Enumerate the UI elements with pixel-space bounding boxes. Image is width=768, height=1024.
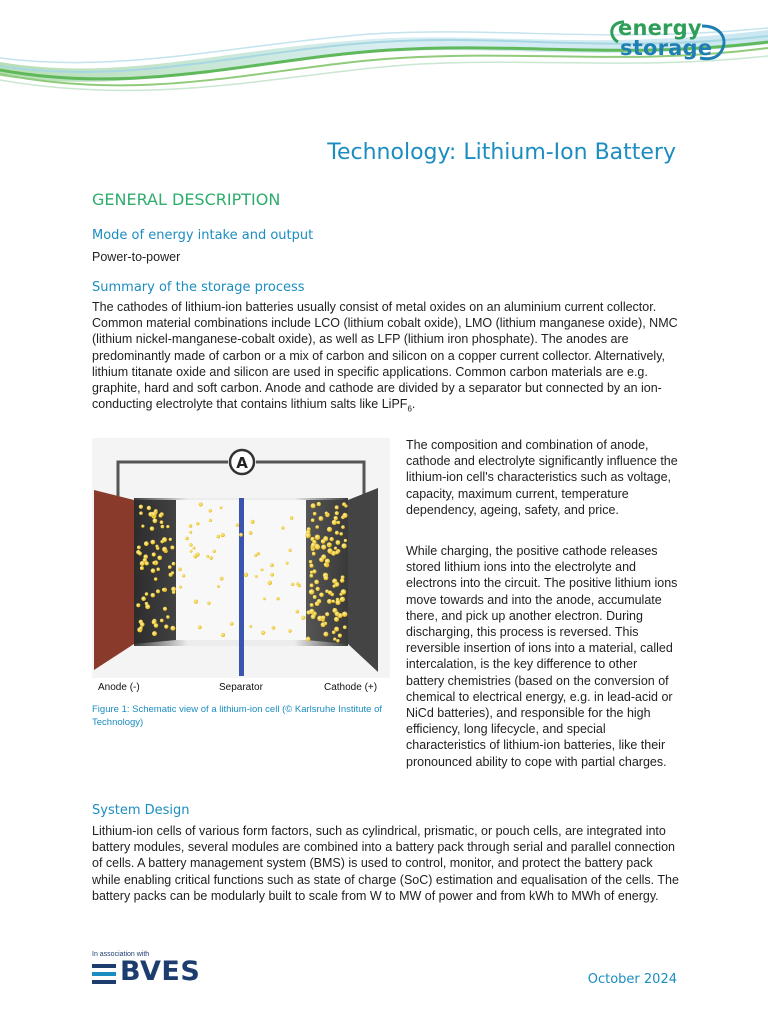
section-heading: GENERAL DESCRIPTION: [92, 190, 281, 209]
ion-dot: [158, 514, 162, 518]
ion-dot: [335, 531, 339, 535]
ion-dot: [217, 585, 220, 588]
ion-dot: [141, 524, 144, 527]
ion-dot: [162, 588, 166, 592]
ion-dot: [156, 589, 160, 593]
ion-dot: [221, 633, 225, 637]
association-text: In association with: [92, 951, 150, 958]
ion-dot: [335, 600, 340, 605]
ion-dot: [332, 579, 337, 584]
ion-dot: [311, 614, 316, 619]
ion-dot: [305, 533, 310, 538]
ion-dot: [270, 563, 274, 567]
ion-dot: [189, 524, 193, 528]
ion-dot: [314, 580, 319, 585]
ion-dot: [151, 512, 156, 517]
ion-dot: [309, 609, 314, 614]
ion-dot: [317, 599, 321, 603]
ion-dot: [334, 547, 337, 550]
ion-dot: [152, 620, 157, 625]
cathode-plate: [348, 488, 378, 672]
ion-dot: [315, 534, 320, 539]
ion-dot: [157, 555, 162, 560]
ion-dot: [163, 607, 167, 611]
ion-dot: [257, 552, 260, 555]
ion-dot: [144, 541, 149, 546]
ion-dot: [151, 568, 156, 573]
ion-dot: [171, 571, 174, 574]
ion-dot: [190, 550, 193, 553]
ion-dot: [313, 512, 317, 516]
ion-dot: [249, 531, 253, 535]
mode-heading: Mode of energy intake and output: [92, 228, 314, 243]
ion-dot: [179, 586, 182, 589]
ion-dot: [193, 547, 196, 550]
bves-logo-text: BVES: [120, 956, 201, 987]
ion-dot: [143, 554, 148, 559]
logo-text-energy: energy: [618, 16, 702, 40]
ion-dot: [164, 624, 168, 628]
ion-dot: [340, 597, 345, 602]
ion-dot: [220, 577, 224, 581]
page-title: Technology: Lithium-Ion Battery: [327, 140, 676, 165]
ion-dot: [155, 545, 158, 548]
ion-dot: [270, 573, 274, 577]
ion-dot: [291, 583, 294, 586]
ion-dot: [138, 551, 142, 555]
ion-dot: [145, 592, 149, 596]
ion-dot: [170, 545, 174, 549]
ion-dot: [309, 564, 313, 568]
ion-dot: [161, 525, 165, 529]
ion-dot: [189, 531, 192, 534]
ion-dot: [216, 535, 220, 539]
ion-dot: [150, 526, 155, 531]
system-design-heading: System Design: [92, 803, 190, 818]
ion-dot: [343, 625, 347, 629]
ion-dot: [338, 634, 342, 638]
ion-dot: [313, 595, 317, 599]
summary-subscript: 6: [407, 404, 412, 414]
ion-dot: [255, 575, 258, 578]
mode-value: Power-to-power: [92, 250, 181, 264]
ion-dot: [169, 538, 172, 541]
ion-dot: [209, 509, 212, 512]
ion-dot: [328, 543, 332, 547]
separator-bar: [239, 498, 244, 676]
ion-dot: [152, 631, 157, 636]
logo-text-storage: storage: [620, 36, 713, 60]
ion-dot: [332, 608, 337, 613]
ion-dot: [239, 533, 243, 537]
ion-dot: [328, 590, 332, 594]
publication-date: October 2024: [587, 972, 677, 987]
ion-dot: [334, 627, 339, 632]
ion-dot: [336, 639, 339, 642]
ion-dot: [309, 589, 315, 595]
ion-dot: [145, 604, 150, 609]
ion-dot: [319, 593, 324, 598]
bves-logo-bars-icon: [92, 962, 116, 986]
ion-dot: [153, 518, 158, 523]
ion-dot: [344, 539, 347, 542]
ion-dot: [325, 612, 329, 616]
ion-dot: [332, 584, 335, 587]
ion-dot: [310, 574, 314, 578]
ion-dot: [154, 577, 157, 580]
ion-dot: [178, 568, 182, 572]
ion-dot: [321, 615, 325, 619]
ion-dot: [309, 560, 312, 563]
ion-dot: [310, 583, 314, 587]
summary-heading: Summary of the storage process: [92, 280, 305, 295]
ion-dot: [140, 622, 145, 627]
ion-dot: [209, 556, 213, 560]
ion-dot: [166, 525, 169, 528]
ion-dot: [249, 625, 252, 628]
ion-dot: [206, 555, 209, 558]
ion-dot: [290, 516, 293, 519]
ion-dot: [317, 502, 321, 506]
ion-dot: [311, 518, 315, 522]
ion-dot: [327, 527, 332, 532]
ion-dot: [136, 603, 140, 607]
composition-paragraph: The composition and combination of anode, cathode and electrolyte significantly influence the lithium-ion cell's characteristics such as voltage, capacity, maximum current, temperature dependency, ageing, safety, and price.: [406, 438, 678, 517]
ion-dot: [321, 622, 326, 627]
ion-dot: [340, 578, 344, 582]
ion-dot: [140, 566, 144, 570]
ion-dot: [152, 561, 156, 565]
ion-dot: [335, 505, 339, 509]
ion-dot: [342, 502, 346, 506]
ion-dot: [220, 506, 223, 509]
ion-dot: [306, 637, 311, 642]
ion-dot: [230, 622, 234, 626]
ion-dot: [319, 557, 324, 562]
ion-dot: [337, 521, 340, 524]
figure-caption: Figure 1: Schematic view of a lithium-ion cell (© Karlsruhe Institute of Technology): [92, 704, 383, 728]
ion-dot: [147, 506, 151, 510]
ion-dot: [288, 629, 291, 632]
anode-plate: [94, 490, 134, 670]
ion-dot: [251, 520, 255, 524]
ion-dot: [335, 511, 339, 515]
ion-dot: [199, 502, 203, 506]
ion-dot: [141, 596, 146, 601]
ion-dot: [254, 554, 257, 557]
figure-label-anode: Anode (-): [98, 682, 140, 693]
ion-dot: [311, 543, 316, 548]
ion-dot: [332, 600, 335, 603]
ion-dot: [311, 503, 316, 508]
lithium-ion-cell-figure: [92, 438, 390, 693]
ion-dot: [336, 540, 341, 545]
ion-dot: [334, 516, 338, 520]
ion-dot: [325, 511, 328, 514]
ion-dot: [160, 520, 164, 524]
ion-dot: [339, 532, 343, 536]
ion-dot: [281, 526, 284, 529]
ion-dot: [209, 519, 212, 522]
ion-dot: [312, 552, 316, 556]
ion-dot: [333, 637, 336, 640]
ion-dot: [194, 600, 198, 604]
ion-dot: [323, 575, 328, 580]
ion-dot: [341, 543, 346, 548]
ion-dot: [160, 619, 164, 623]
system-design-paragraph: Lithium-ion cells of various form factors, such as cylindrical, prismatic, or pouch cells, are integrated into battery modules, several modules are combined into a battery pack through serial and parallel connection of cells. A battery management system (BMS) is used to control, monitor, and protect the battery pack while enabling critical functions such as state of charge (SoC) estimation and equalisation of the cells. The battery packs can be modularly built to scale from W to MW of power and from kWh to MWh of energy.: [92, 824, 679, 903]
ion-dot: [170, 626, 175, 631]
ion-dot: [315, 525, 319, 529]
figure-label-cathode: Cathode (+): [324, 682, 378, 693]
ion-dot: [268, 581, 272, 585]
ion-dot: [198, 625, 202, 629]
ion-dot: [334, 617, 339, 622]
ion-dot: [261, 568, 264, 571]
ion-dot: [341, 589, 347, 595]
ion-dot: [156, 568, 160, 572]
ion-dot: [332, 630, 336, 634]
charging-paragraph: While charging, the positive cathode releases stored lithium ions into the electrolyte and electrons into the circuit. The positive lithium ions move towards and into the anode, accumulate there, and pick up another electron. During discharging, this process is reversed. This reversible insertion of ions into a material, called intercalation, is the key difference to other battery chemistries (based on the conversion of chemical to electrical energy, e.g. in lead-acid or NiCd batteries), and responsible for the high efficiency, long lifecycle, and special characteristics of lithium-ion batteries, like their pronounced ability to cope with partial charges.: [406, 544, 678, 769]
ammeter-label: A: [236, 454, 248, 472]
summary-end: .: [411, 397, 416, 412]
ion-dot: [296, 610, 299, 613]
ion-dot: [316, 587, 320, 591]
ion-dot: [139, 626, 143, 630]
ion-dot: [151, 593, 155, 597]
ion-dot: [166, 615, 169, 618]
ion-dot: [139, 511, 143, 515]
ion-dot: [276, 597, 279, 600]
ion-dot: [312, 569, 316, 573]
ion-dot: [325, 559, 330, 564]
summary-paragraph: [92, 299, 682, 418]
ion-dot: [296, 582, 299, 585]
figure-label-separator: Separator: [219, 682, 263, 693]
ion-dot: [168, 565, 172, 569]
ion-dot: [162, 537, 167, 542]
ion-dot: [263, 597, 266, 600]
ion-dot: [182, 574, 185, 577]
ion-dot: [323, 632, 328, 637]
ion-dot: [321, 545, 326, 550]
ion-dot: [139, 505, 143, 509]
ion-dot: [289, 549, 292, 552]
ion-dot: [327, 548, 332, 553]
ion-dot: [330, 537, 334, 541]
ion-dot: [286, 562, 289, 565]
ion-dot: [189, 543, 192, 546]
ion-dot: [236, 523, 240, 527]
ion-dot: [172, 562, 176, 566]
ion-dot: [221, 533, 225, 537]
ion-dot: [195, 552, 199, 556]
ion-dot: [342, 513, 347, 518]
ion-dot: [185, 537, 189, 541]
ion-dot: [272, 626, 276, 630]
ion-dot: [244, 573, 248, 577]
ion-dot: [137, 545, 141, 549]
ion-dot: [172, 591, 176, 595]
ion-dot: [261, 631, 265, 635]
ion-dot: [321, 539, 326, 544]
ion-dot: [335, 550, 339, 554]
ion-dot: [150, 540, 155, 545]
ion-dot: [196, 522, 199, 525]
ion-dot: [341, 525, 345, 529]
energy-storage-logo: [604, 16, 736, 64]
ion-dot: [301, 616, 305, 620]
ion-dot: [318, 516, 323, 521]
ion-dot: [342, 611, 347, 616]
summary-text: The cathodes of lithium-ion batteries usually consist of metal oxides on an aluminium current collector. Common material combinations include LCO (lithium cobalt oxide), LMO (lithium manganese oxide), NMC (lithium nickel-manganese-cobalt oxide), as well as LFP (lithium iron phosphate). The anodes are predominantly made of carbon or a mix of carbon and silicon on a copper current collector. Alternatively, lithium titanate oxide and silicon are used in specific applications. Common carbon materials are e.g. graphite, hard and soft carbon. Anode and cathode are divided by a separator but connected by an ion-conducting electrolyte that contains lithium salts like LiPF: [92, 300, 678, 412]
ion-dot: [152, 552, 156, 556]
ion-dot: [327, 599, 332, 604]
ion-dot: [207, 602, 210, 605]
ion-dot: [310, 603, 314, 607]
ion-dot: [332, 520, 337, 525]
ion-dot: [213, 550, 216, 553]
ion-dot: [162, 547, 167, 552]
